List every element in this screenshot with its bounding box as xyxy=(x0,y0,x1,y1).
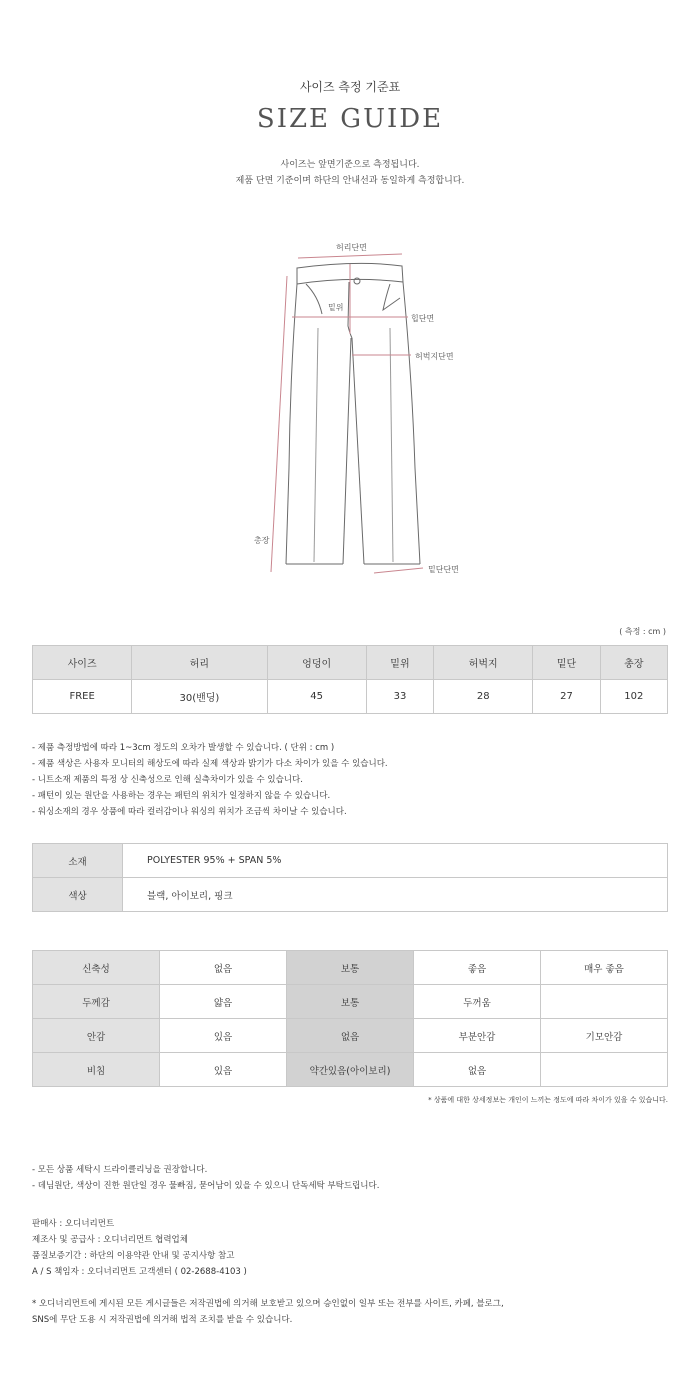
fabric-value: 블랙, 아이보리, 핑크 xyxy=(123,878,668,912)
pants-illustration xyxy=(240,238,480,583)
table-row xyxy=(33,1053,668,1087)
note-item: - 패턴이 있는 원단을 사용하는 경우는 패턴의 위치가 일정하지 않을 수 있습니다. xyxy=(32,791,331,801)
header-cell: 허리 xyxy=(132,646,267,680)
feel-option-selected: 보통 xyxy=(287,985,414,1019)
feel-label: 안감 xyxy=(33,1019,160,1053)
header-cell: 밑위 xyxy=(366,646,433,680)
pants-diagram xyxy=(240,238,480,583)
intro-line: 사이즈는 앞면기준으로 측정됩니다. xyxy=(280,160,420,170)
header-cell: 사이즈 xyxy=(33,646,132,680)
header-cell: 허벅지 xyxy=(434,646,533,680)
feel-option xyxy=(541,1053,668,1087)
table-cell: 33 xyxy=(366,680,433,714)
feel-option: 좋음 xyxy=(414,951,541,985)
table-row xyxy=(33,1019,668,1053)
intro-line: 제품 단면 기준이며 하단의 안내선과 동일하게 측정합니다. xyxy=(235,176,465,186)
table-row xyxy=(33,680,668,714)
feel-option: 부분안감 xyxy=(414,1019,541,1053)
table-row xyxy=(33,985,668,1019)
care-item: - 모든 상품 세탁시 드라이클리닝을 권장합니다. xyxy=(32,1165,208,1175)
thigh-label: 허벅지단면 xyxy=(415,352,454,361)
fabric-feel-table xyxy=(32,950,668,1087)
feel-option: 매우 좋음 xyxy=(541,951,668,985)
note-item: - 니트소재 제품의 특정 상 신축성으로 인해 실측차이가 있을 수 있습니다. xyxy=(32,775,303,785)
header-cell: 엉덩이 xyxy=(267,646,366,680)
unit-note: ( 측정 : cm ) xyxy=(619,627,666,636)
feel-option xyxy=(541,985,668,1019)
seller-line: 판매사 : 오디너리먼트 xyxy=(32,1219,115,1229)
rise-label: 밑위 xyxy=(328,303,344,312)
table-row xyxy=(33,951,668,985)
feel-option: 있음 xyxy=(160,1053,287,1087)
table-cell: 27 xyxy=(533,680,600,714)
feel-label: 신축성 xyxy=(33,951,160,985)
feel-option: 있음 xyxy=(160,1019,287,1053)
seller-line: A / S 책임자 : 오디너리먼트 고객센터 ( 02-2688-4103 ) xyxy=(32,1267,247,1277)
intro-text xyxy=(0,157,700,189)
feel-option: 얇음 xyxy=(160,985,287,1019)
seller-line: 품질보증기간 : 하단의 이용약관 안내 및 공지사항 참고 xyxy=(32,1251,235,1261)
measure-lines xyxy=(271,254,423,573)
seller-info xyxy=(32,1216,247,1280)
header-cell: 총장 xyxy=(600,646,667,680)
fabric-value: POLYESTER 95% + SPAN 5% xyxy=(123,844,668,878)
table-cell: 28 xyxy=(434,680,533,714)
copyright-notice xyxy=(32,1296,504,1328)
care-notes xyxy=(32,1162,379,1194)
feel-label: 두께감 xyxy=(33,985,160,1019)
table-cell: FREE xyxy=(33,680,132,714)
fabric-table xyxy=(32,843,668,912)
feel-note: * 상품에 대한 상세정보는 개인이 느끼는 정도에 따라 차이가 있을 수 있습니다. xyxy=(428,1096,668,1104)
fabric-key: 색상 xyxy=(33,878,123,912)
size-table xyxy=(32,645,668,714)
waist-label: 허리단면 xyxy=(336,243,367,252)
table-cell: 102 xyxy=(600,680,667,714)
feel-option: 기모안감 xyxy=(541,1019,668,1053)
guide-subtitle: 사이즈 측정 기준표 xyxy=(299,80,401,94)
feel-option-selected: 보통 xyxy=(287,951,414,985)
note-item: - 제품 측정방법에 따라 1~3cm 정도의 오차가 발생할 수 있습니다. ( 단위 : cm ) xyxy=(32,743,335,753)
seller-line: 제조사 및 공급사 : 오디너리먼트 협력업체 xyxy=(32,1235,188,1245)
feel-option: 없음 xyxy=(160,951,287,985)
measurement-notes xyxy=(32,740,388,820)
table-cell: 45 xyxy=(267,680,366,714)
feel-option: 두꺼움 xyxy=(414,985,541,1019)
feel-option: 없음 xyxy=(414,1053,541,1087)
fabric-key: 소재 xyxy=(33,844,123,878)
hip-label: 힙단면 xyxy=(411,314,435,323)
size-table-header xyxy=(33,646,668,680)
length-label: 총장 xyxy=(254,536,270,545)
header-cell: 밑단 xyxy=(533,646,600,680)
table-row xyxy=(33,844,668,878)
hem-label: 밑단단면 xyxy=(428,565,459,574)
feel-label: 비침 xyxy=(33,1053,160,1087)
feel-option-selected: 없음 xyxy=(287,1019,414,1053)
care-item: - 데님원단, 색상이 진한 원단일 경우 물빠짐, 묻어남이 있을 수 있으니 단독세탁 부탁드립니다. xyxy=(32,1181,380,1191)
copyright-line: * 오디너리먼트에 게시된 모든 게시글들은 저작권법에 의거해 보호받고 있으며 승인없이 일부 또는 전부를 사이트, 카페, 블로그, xyxy=(32,1299,504,1309)
table-row xyxy=(33,878,668,912)
note-item: - 워싱소재의 경우 상품에 따라 컬러감이나 워싱의 위치가 조금씩 차이날 수 있습니다. xyxy=(32,807,347,817)
page-title: SIZE GUIDE xyxy=(256,104,444,134)
note-item: - 제품 색상은 사용자 모니터의 해상도에 따라 실제 색상과 밝기가 다소 차이가 있을 수 있습니다. xyxy=(32,759,388,769)
copyright-line: SNS에 무단 도용 시 저작권법에 의거해 법적 조치를 받을 수 있습니다. xyxy=(32,1315,293,1325)
feel-option-selected: 약간있음(아이보리) xyxy=(287,1053,414,1087)
table-cell: 30(밴딩) xyxy=(132,680,267,714)
